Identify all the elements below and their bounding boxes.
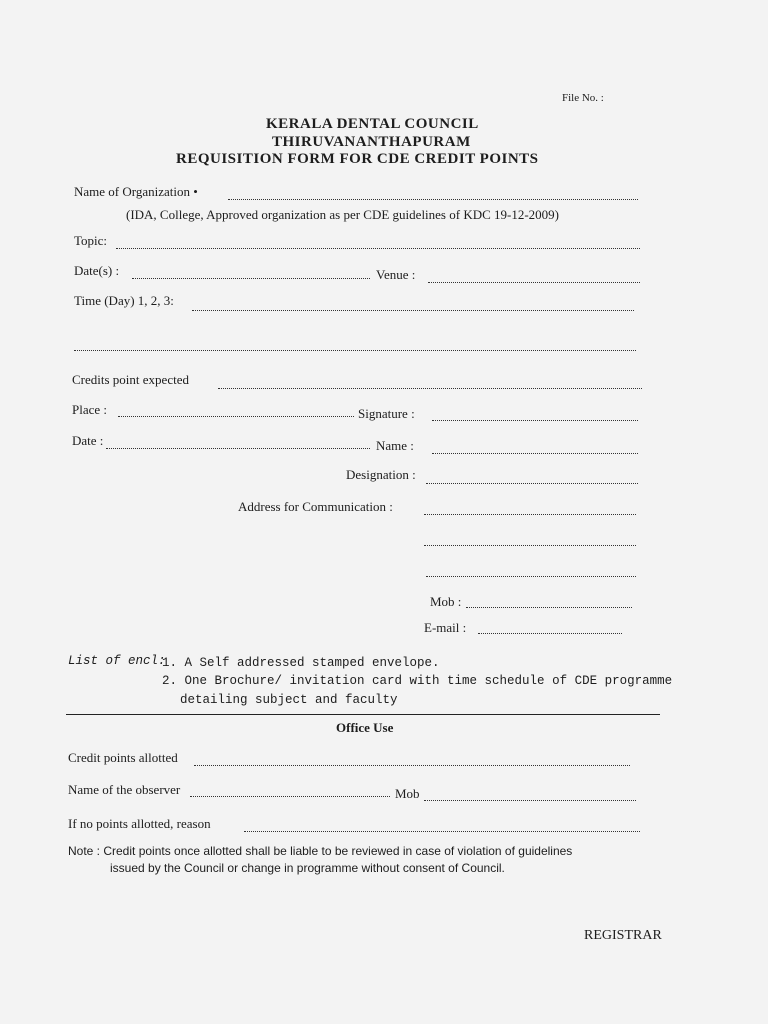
dates-label: Date(s) : xyxy=(74,263,120,278)
enclosures-label: List of encl: xyxy=(68,654,166,668)
org-note: (IDA, College, Approved organization as per CDE guidelines of KDC 19-12-2009) xyxy=(126,207,560,222)
designation-field[interactable] xyxy=(426,483,638,484)
place-label: Place : xyxy=(72,402,108,417)
reason-field[interactable] xyxy=(244,831,640,832)
credits-allotted-label: Credit points allotted xyxy=(68,750,178,765)
credits-allotted-field[interactable] xyxy=(194,765,630,766)
date-field[interactable] xyxy=(106,448,370,449)
org-field[interactable] xyxy=(228,199,638,200)
date-label: Date : xyxy=(72,433,104,448)
venue-label: Venue : xyxy=(376,267,416,282)
mob-label: Mob : xyxy=(430,594,462,609)
observer-mob-field[interactable] xyxy=(424,800,636,801)
signature-field[interactable] xyxy=(432,420,638,421)
credits-expected-label: Credits point expected xyxy=(72,372,189,387)
header-council-name: KERALA DENTAL COUNCIL xyxy=(266,116,479,132)
email-field[interactable] xyxy=(478,633,622,634)
file-no-label: File No. : xyxy=(562,92,604,104)
address-field-line3[interactable] xyxy=(426,576,636,577)
header-form-title: REQUISITION FORM FOR CDE CREDIT POINTS xyxy=(176,151,539,167)
enclosure-item-2-continued: detailing subject and faculty xyxy=(180,693,398,707)
topic-label: Topic: xyxy=(74,233,108,248)
place-field[interactable] xyxy=(118,416,354,417)
topic-field[interactable] xyxy=(116,248,640,249)
observer-mob-label: Mob xyxy=(395,786,420,801)
name-field[interactable] xyxy=(432,453,638,454)
time-field[interactable] xyxy=(192,310,634,311)
registrar-label: REGISTRAR xyxy=(584,928,662,943)
note-line-1: Note : Credit points once allotted shall be liable to be reviewed in case of violation of guidelines xyxy=(68,844,573,858)
address-label: Address for Communication : xyxy=(238,499,393,514)
header-city: THIRUVANANTHAPURAM xyxy=(272,134,471,150)
observer-label: Name of the observer xyxy=(68,782,181,797)
enclosure-item-2: 2. One Brochure/ invitation card with time schedule of CDE programme xyxy=(162,674,673,688)
enclosure-item-1: 1. A Self addressed stamped envelope. xyxy=(162,656,440,670)
credits-expected-field[interactable] xyxy=(218,388,642,389)
venue-field[interactable] xyxy=(428,282,640,283)
name-label: Name : xyxy=(376,438,414,453)
designation-label: Designation : xyxy=(346,467,416,482)
email-label: E-mail : xyxy=(424,620,467,635)
time-field-line2[interactable] xyxy=(74,350,636,351)
mob-field[interactable] xyxy=(466,607,632,608)
address-field-line2[interactable] xyxy=(424,545,636,546)
note-line-2: issued by the Council or change in programme without consent of Council. xyxy=(110,861,505,875)
section-divider xyxy=(66,714,660,715)
office-use-title: Office Use xyxy=(336,720,394,735)
reason-label: If no points allotted, reason xyxy=(68,816,211,831)
dates-field[interactable] xyxy=(132,278,370,279)
observer-field[interactable] xyxy=(190,796,390,797)
org-label: Name of Organization • xyxy=(74,184,198,199)
signature-label: Signature : xyxy=(358,406,415,421)
time-label: Time (Day) 1, 2, 3: xyxy=(74,293,174,308)
address-field-line1[interactable] xyxy=(424,514,636,515)
